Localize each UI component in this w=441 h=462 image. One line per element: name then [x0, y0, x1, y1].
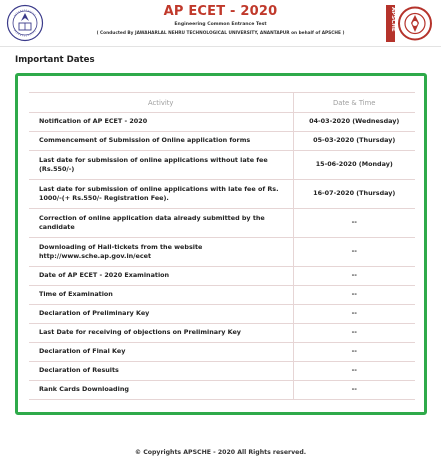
activity-cell: Declaration of Results — [29, 362, 293, 381]
activity-cell: Notification of AP ECET - 2020 — [29, 113, 293, 132]
table-row — [29, 151, 415, 180]
header-divider — [0, 46, 441, 47]
page-title: AP ECET - 2020 — [163, 4, 278, 19]
table-row — [29, 180, 415, 209]
date-cell: 16-07-2020 (Thursday) — [293, 180, 415, 209]
conducting-body-text: ( Conducted By JAWAHARLAL NEHRU TECHNOLOGICAL UNIVERSITY, ANANTAPUR on behalf of APSCHE ) — [96, 31, 345, 36]
table-row — [29, 209, 415, 238]
date-cell: -- — [293, 324, 415, 343]
date-cell: -- — [293, 238, 415, 267]
activity-cell: Declaration of Final Key — [29, 343, 293, 362]
date-cell: -- — [293, 267, 415, 286]
page-subtitle: Engineering Common Entrance Test — [174, 22, 267, 27]
apsche-emblem-icon — [386, 5, 434, 42]
column-header-activity: Activity — [29, 93, 293, 113]
table-row — [29, 267, 415, 286]
activity-cell: Rank Cards Downloading — [29, 381, 293, 400]
column-header-date: Date & Time — [293, 93, 415, 113]
table-row — [29, 305, 415, 324]
table-header-row — [29, 93, 415, 113]
table-row — [29, 362, 415, 381]
page-header — [0, 0, 441, 50]
date-cell: 05-03-2020 (Thursday) — [293, 132, 415, 151]
date-cell: 04-03-2020 (Wednesday) — [293, 113, 415, 132]
activity-cell: Time of Examination — [29, 286, 293, 305]
date-cell: -- — [293, 305, 415, 324]
table-row — [29, 132, 415, 151]
activity-cell: Date of AP ECET - 2020 Examination — [29, 267, 293, 286]
date-cell: -- — [293, 362, 415, 381]
activity-cell: Last date for submission of online applications without late fee (Rs.550/-) — [29, 151, 293, 180]
table-row — [29, 343, 415, 362]
activity-cell: Commencement of Submission of Online application forms — [29, 132, 293, 151]
date-cell: 15-06-2020 (Monday) — [293, 151, 415, 180]
date-cell: -- — [293, 286, 415, 305]
activity-cell: Declaration of Preliminary Key — [29, 305, 293, 324]
footer-copyright: © Copyrights APSCHE - 2020 All Rights reserved. — [134, 449, 307, 456]
table-row — [29, 324, 415, 343]
date-cell: -- — [293, 343, 415, 362]
activity-cell: Downloading of Hall-tickets from the website http://www.sche.ap.gov.in/ecet — [29, 238, 293, 267]
date-cell: -- — [293, 209, 415, 238]
table-row — [29, 286, 415, 305]
date-cell: -- — [293, 381, 415, 400]
activity-cell: Last date for submission of online applications with late fee of Rs. 1000/-(+ Rs.550/- Registration Fee). — [29, 180, 293, 209]
table-row — [29, 381, 415, 400]
activity-cell: Last Date for receiving of objections on Preliminary Key — [29, 324, 293, 343]
table-row — [29, 113, 415, 132]
logo-right-text: APSCHE — [390, 7, 397, 32]
section-title: Important Dates — [15, 55, 95, 65]
table-row — [29, 238, 415, 267]
activity-cell: Correction of online application data already submitted by the candidate — [29, 209, 293, 238]
important-dates-table — [29, 92, 415, 400]
important-dates-card — [15, 73, 427, 415]
